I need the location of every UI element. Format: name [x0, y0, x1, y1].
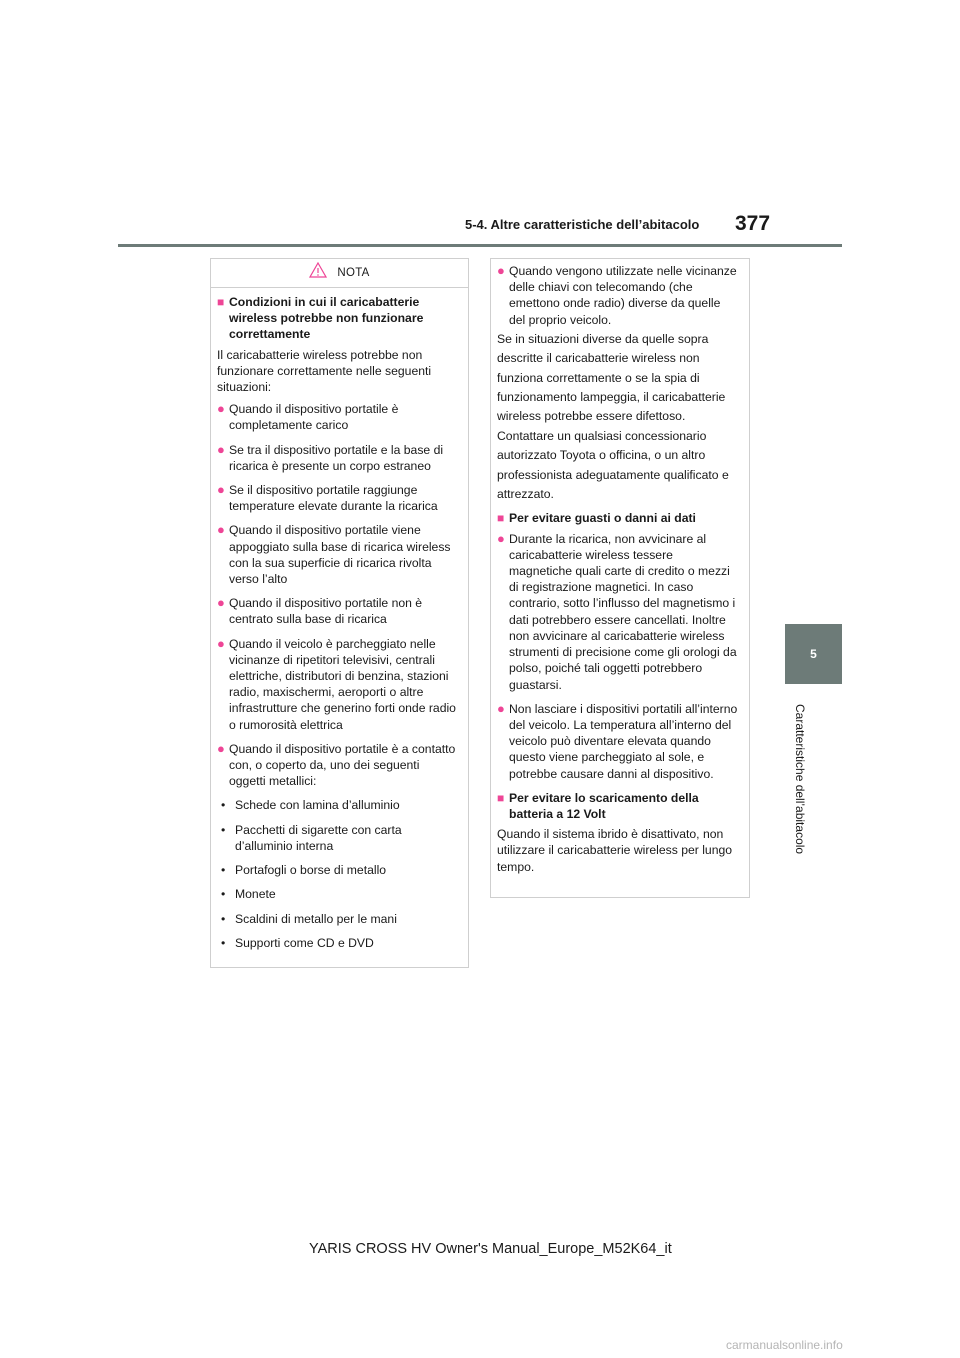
list-item: ● Durante la ricarica, non avvicinare al caricabatterie wireless tessere magnetiche quali carte di credito o mezzi di registrazione magnetici. In caso contrario, sotto l’influsso del magnetismo i dati potrebbero essere cancellati. Inoltre non avvicinare al caricabatterie wireless strumenti di precisione come gli orologi da polso, poiché tali oggetti potrebbero guastarsi. — [497, 530, 737, 692]
section-heading: ■ Condizioni in cui il caricabatterie wireless potrebbe non funzionare correttamente — [217, 295, 424, 342]
watermark: carmanualsonline.info — [726, 1338, 843, 1352]
sub-list-item: • Pacchetti di sigarette con carta d’alluminio interna — [221, 822, 402, 853]
sub-list-item: • Scaldini di metallo per le mani — [221, 911, 397, 926]
square-bullet-icon: ■ — [497, 511, 505, 526]
warning-triangle-icon — [309, 262, 327, 283]
dot-bullet-icon: ● — [497, 530, 505, 546]
sub-list-item: • Portafogli o borse di metallo — [221, 863, 387, 878]
page-number: 377 — [735, 212, 771, 235]
list-item: ● Se tra il dispositivo portatile e la base di ricarica è presente un corpo estraneo — [217, 441, 444, 473]
dot-bullet-icon: ● — [497, 700, 505, 716]
sub-list-item: • Monete — [221, 887, 276, 902]
nota-header — [211, 259, 468, 288]
section-heading: ■ Per evitare lo scaricamento della batteria a 12 Volt — [497, 790, 699, 821]
list-item: ● Se il dispositivo portatile raggiunge temperature elevate durante la ricarica — [217, 482, 438, 514]
header-rule — [118, 244, 842, 247]
dot-bullet-icon: ● — [217, 482, 225, 498]
square-bullet-icon: ■ — [217, 295, 225, 309]
dot-bullet-icon: ● — [217, 635, 225, 651]
nota-box-right — [490, 258, 750, 898]
list-item: ● Non lasciare i dispositivi portatili all’interno del veicolo. La temperatura all’interno del veicolo può diventare elevata quando questo viene parcheggiato al sole, e potrebbe causare danni al dispositivo. — [497, 700, 738, 781]
section-heading: ■ Per evitare guasti o danni ai dati — [497, 511, 696, 526]
section-title: 5-4. Altre caratteristiche dell’abitacolo — [465, 217, 700, 232]
list-item: ● Quando il dispositivo portatile è completamente carico — [217, 401, 399, 433]
nota-box-left — [210, 258, 469, 968]
dot-bullet-icon: ● — [217, 740, 225, 756]
list-item: ● Quando il dispositivo portatile viene appoggiato sulla base di ricarica wireless con la sua superficie di ricarica rivolta verso l’alto — [217, 522, 451, 587]
square-bullet-icon: ■ — [497, 790, 505, 805]
nota-label: NOTA — [337, 266, 370, 279]
list-item: ● Quando il dispositivo portatile non è centrato sulla base di ricarica — [217, 595, 423, 627]
body-text: Quando il sistema ibrido è disattivato, non utilizzare il caricabatterie wireless per lungo tempo. — [497, 827, 733, 874]
sub-list-item: • Schede con lamina d’alluminio — [221, 798, 400, 813]
intro-text: Il caricabatterie wireless potrebbe non funzionare correttamente nelle seguenti situazioni: — [217, 347, 432, 395]
dot-bullet-icon: ● — [497, 263, 505, 278]
list-item: ● Quando il dispositivo portatile è a contatto con, o coperto da, uno dei seguenti oggetti metallici: — [217, 740, 456, 789]
list-item: ● Quando vengono utilizzate nelle vicinanze delle chiavi con telecomando (che emettono onde radio) diverse da quelle del proprio veicolo. — [497, 263, 737, 327]
list-item: ● Quando il veicolo è parcheggiato nelle vicinanze di ripetitori televisivi, centrali elettriche, distributori di benzina, stazioni radio, maxischermi, aeroporti o altre infrastrutture che generino forti onde radio o rumorosità elettrica — [217, 635, 456, 732]
dot-bullet-icon: ● — [217, 522, 225, 538]
dot-bullet-icon: ● — [217, 401, 225, 417]
dot-bullet-icon: ● — [217, 441, 225, 457]
sub-list-item: • Supporti come CD e DVD — [221, 935, 374, 950]
closing-text: Se in situazioni diverse da quelle sopra descritte il caricabatterie wireless non funziona correttamente o se la spia di funzionamento lampeggia, il caricabatterie wireless potrebbe essere difettoso. Contattare un qualsiasi concessionario autorizzato Toyota o officina, o un altro professionista adeguatamente qualificato e attrezzato. — [497, 331, 729, 502]
footer-manual-id: YARIS CROSS HV Owner's Manual_Europe_M52K64_it — [309, 1241, 672, 1257]
chapter-side-title: Caratteristiche dell’abitacolo — [793, 704, 807, 855]
chapter-tab: 5 — [785, 624, 842, 684]
dot-bullet-icon: ● — [217, 595, 225, 611]
